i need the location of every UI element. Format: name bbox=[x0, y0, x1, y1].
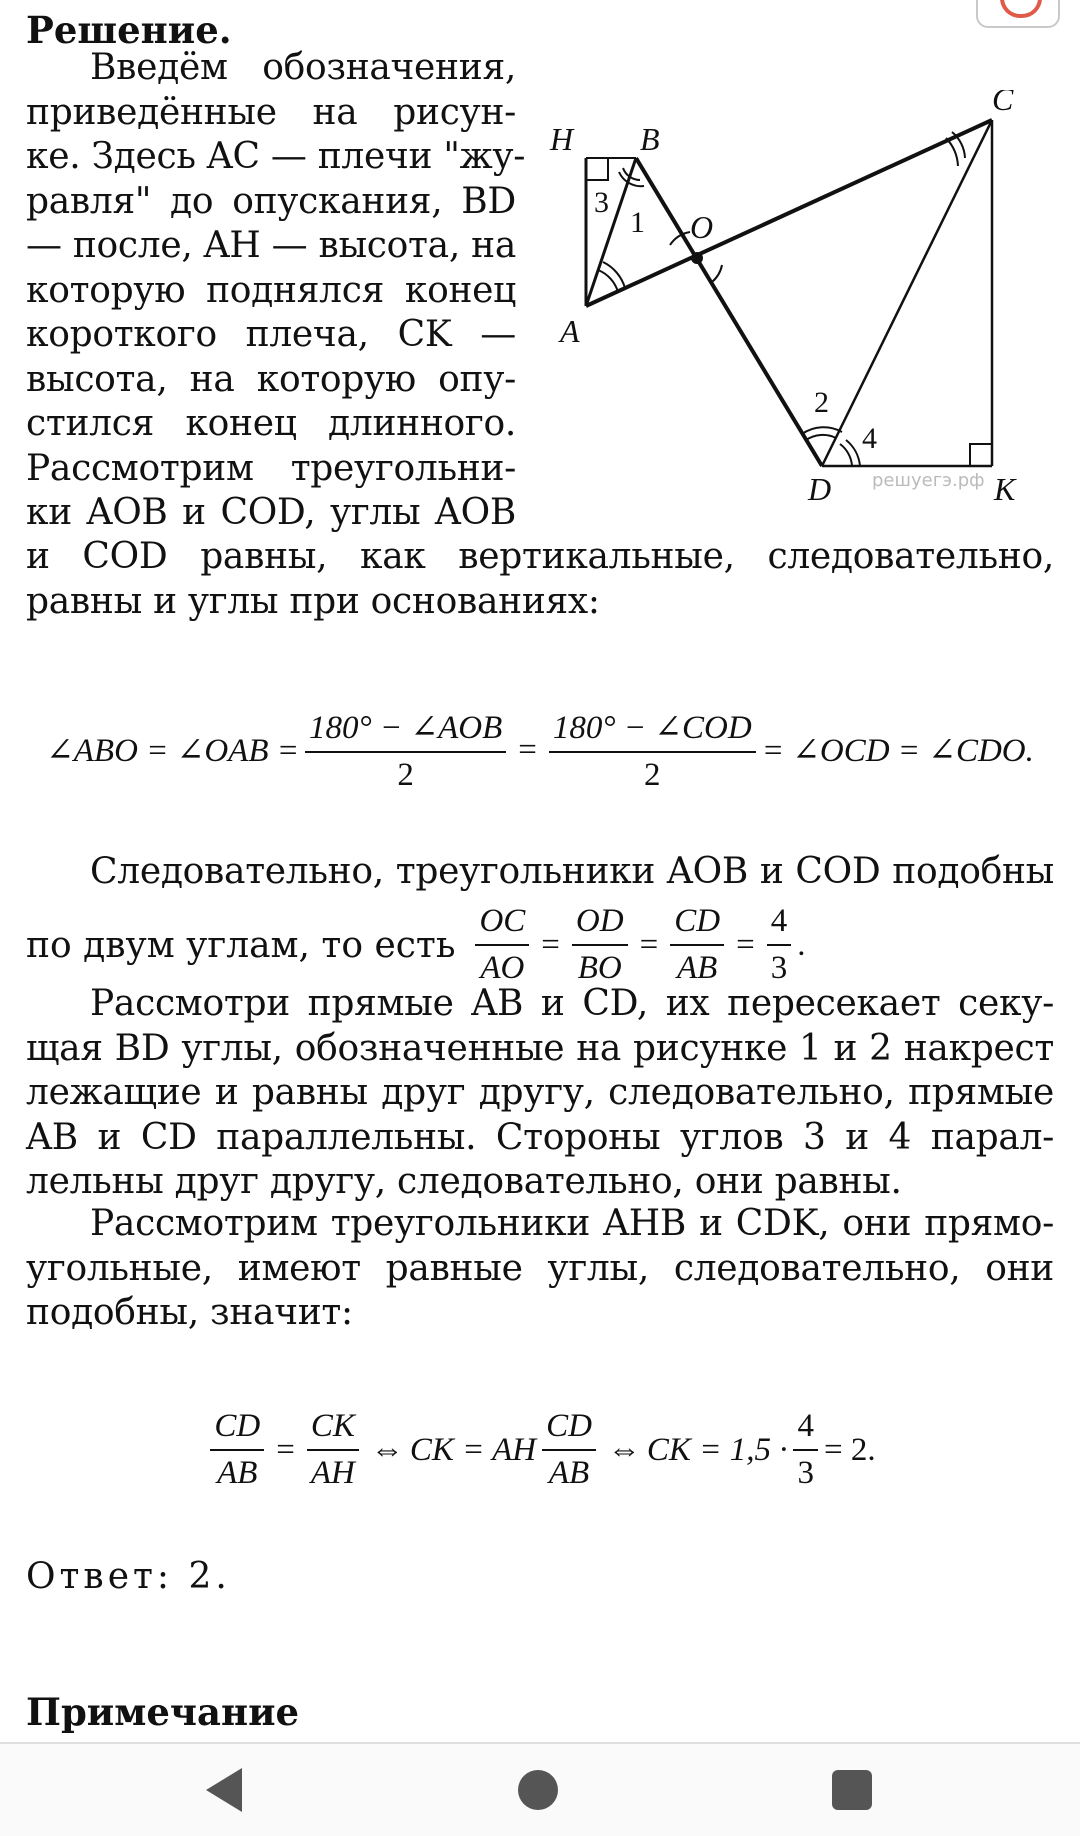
text-line: подобны, значит: bbox=[26, 1292, 353, 1333]
fraction-denominator: AB bbox=[548, 1455, 590, 1491]
fraction-denominator: AO bbox=[480, 950, 525, 986]
label-o: O bbox=[690, 209, 714, 245]
fraction-numerator: CD bbox=[542, 1408, 596, 1451]
geometry-figure bbox=[540, 90, 1060, 520]
text-line: Рассмотри прямые AB и CD, их пересекает секу- bbox=[90, 983, 1054, 1024]
similarity-ratio-line bbox=[26, 900, 805, 990]
text-line: которую поднялся конец bbox=[26, 269, 516, 311]
text-line: щая BD углы, обозначенные на рисунке 1 и 2 накрест bbox=[26, 1027, 1054, 1069]
iff-sign: ⇔ bbox=[607, 1431, 641, 1468]
angle-3-label: 3 bbox=[594, 186, 609, 219]
text-line: — после, AH — высота, на bbox=[26, 225, 516, 266]
label-d: D bbox=[808, 471, 832, 507]
text-line: Рассмотрим треугольни- bbox=[26, 447, 516, 489]
text-line: лежащие и равны друг другу, следовательно, прямые bbox=[26, 1072, 1054, 1113]
formula-part: = ∠OCD = ∠CDO. bbox=[761, 733, 1034, 769]
right-triangles-paragraph bbox=[26, 1202, 1054, 1336]
formula-part: ∠ABO = ∠OAB = bbox=[46, 733, 299, 769]
iff-sign: ⇔ bbox=[370, 1431, 404, 1468]
fraction-denominator: AB bbox=[676, 950, 718, 986]
intro-paragraph-continued bbox=[26, 535, 1054, 624]
fraction-denominator: 3 bbox=[797, 1455, 814, 1491]
text-line: высота, на которую опу- bbox=[26, 358, 516, 400]
formula-part: CK = AH bbox=[409, 1431, 537, 1468]
recent-apps-icon[interactable] bbox=[832, 1770, 872, 1810]
angle-1-label: 1 bbox=[630, 206, 645, 239]
label-c: C bbox=[992, 90, 1014, 117]
text-line: Введём обозначения, bbox=[90, 47, 516, 88]
watermark-text: решуегэ.рф bbox=[872, 470, 985, 491]
fraction-numerator: OD bbox=[572, 903, 628, 946]
angle-2-label: 2 bbox=[814, 386, 829, 419]
text-line: ке. Здесь AC — плечи "жу- bbox=[26, 136, 526, 177]
fraction-numerator: CK bbox=[307, 1408, 359, 1451]
text-line: и COD равны, как вертикальные, следовательно, bbox=[26, 536, 1054, 577]
text-line: равны и углы при основаниях: bbox=[26, 580, 600, 622]
formula-ck bbox=[0, 1400, 1080, 1500]
fraction-denominator: 3 bbox=[770, 950, 788, 986]
equals-sign: = bbox=[541, 926, 560, 963]
fraction-numerator: 4 bbox=[767, 903, 792, 946]
similarity-paragraph bbox=[26, 850, 1054, 895]
text-line: короткого плеча, CK — bbox=[26, 314, 516, 355]
fraction-numerator: 180° − ∠AOB bbox=[305, 707, 506, 753]
fraction-denominator: AH bbox=[310, 1455, 355, 1491]
lifebuoy-icon bbox=[1000, 0, 1042, 18]
angle-4-label: 4 bbox=[862, 422, 877, 455]
text-line: равля" до опускания, BD bbox=[26, 180, 516, 222]
text-line: Рассмотрим треугольники AHB и CDK, они прямо- bbox=[90, 1203, 1054, 1244]
text-line: AB и CD параллельны. Стороны углов 3 и 4 парал- bbox=[26, 1116, 1054, 1158]
text-line: лельны друг другу, следовательно, они равны. bbox=[26, 1161, 902, 1202]
label-h: H bbox=[550, 121, 574, 157]
note-title: Примечание bbox=[26, 1690, 300, 1734]
text-line: угольные, имеют равные углы, следовательно, они bbox=[26, 1247, 1054, 1289]
parallel-lines-paragraph bbox=[26, 982, 1054, 1205]
formula-part: = bbox=[518, 731, 537, 768]
formula-part: CK = 1,5 · bbox=[646, 1431, 788, 1468]
fraction-denominator: AB bbox=[217, 1455, 258, 1491]
period: . bbox=[797, 926, 806, 963]
formula-angles bbox=[0, 700, 1080, 800]
point-o-dot bbox=[691, 252, 703, 264]
fraction-numerator: CD bbox=[210, 1408, 264, 1451]
answer-text: Ответ: 2. bbox=[26, 1556, 231, 1597]
solution-title: Решение. bbox=[26, 8, 232, 52]
fraction-denominator: 2 bbox=[397, 756, 414, 793]
intro-paragraph bbox=[26, 46, 526, 536]
back-icon[interactable] bbox=[206, 1768, 242, 1812]
fraction-numerator: CD bbox=[670, 903, 724, 946]
text-line: стился конец длинного. bbox=[26, 403, 516, 444]
system-navigation-bar bbox=[0, 1744, 1080, 1836]
top-badge-button[interactable] bbox=[976, 0, 1060, 28]
label-b: B bbox=[640, 121, 660, 157]
label-a: A bbox=[560, 313, 580, 349]
fraction bbox=[549, 707, 756, 794]
fraction-denominator: 2 bbox=[644, 756, 661, 793]
fraction-numerator: 180° − ∠COD bbox=[549, 707, 756, 753]
label-k: K bbox=[994, 471, 1016, 507]
home-icon[interactable] bbox=[518, 1770, 558, 1810]
fraction-numerator: OC bbox=[475, 903, 529, 946]
equals-sign: = bbox=[736, 926, 755, 963]
equals-sign: = bbox=[639, 926, 659, 963]
formula-part: = 2. bbox=[823, 1431, 876, 1468]
fraction-numerator: 4 bbox=[793, 1408, 818, 1451]
fraction bbox=[305, 707, 506, 794]
text-line: по двум углам, то есть bbox=[26, 924, 456, 966]
fraction-denominator: BO bbox=[577, 950, 622, 986]
text-line: Следовательно, треугольники AOB и COD подобны bbox=[90, 851, 1054, 892]
text-line: приведённые на рисун- bbox=[26, 91, 516, 133]
equals-sign: = bbox=[276, 1431, 295, 1468]
text-line: ки AOB и COD, углы AOB bbox=[26, 492, 516, 533]
formula-ratio bbox=[469, 903, 805, 987]
